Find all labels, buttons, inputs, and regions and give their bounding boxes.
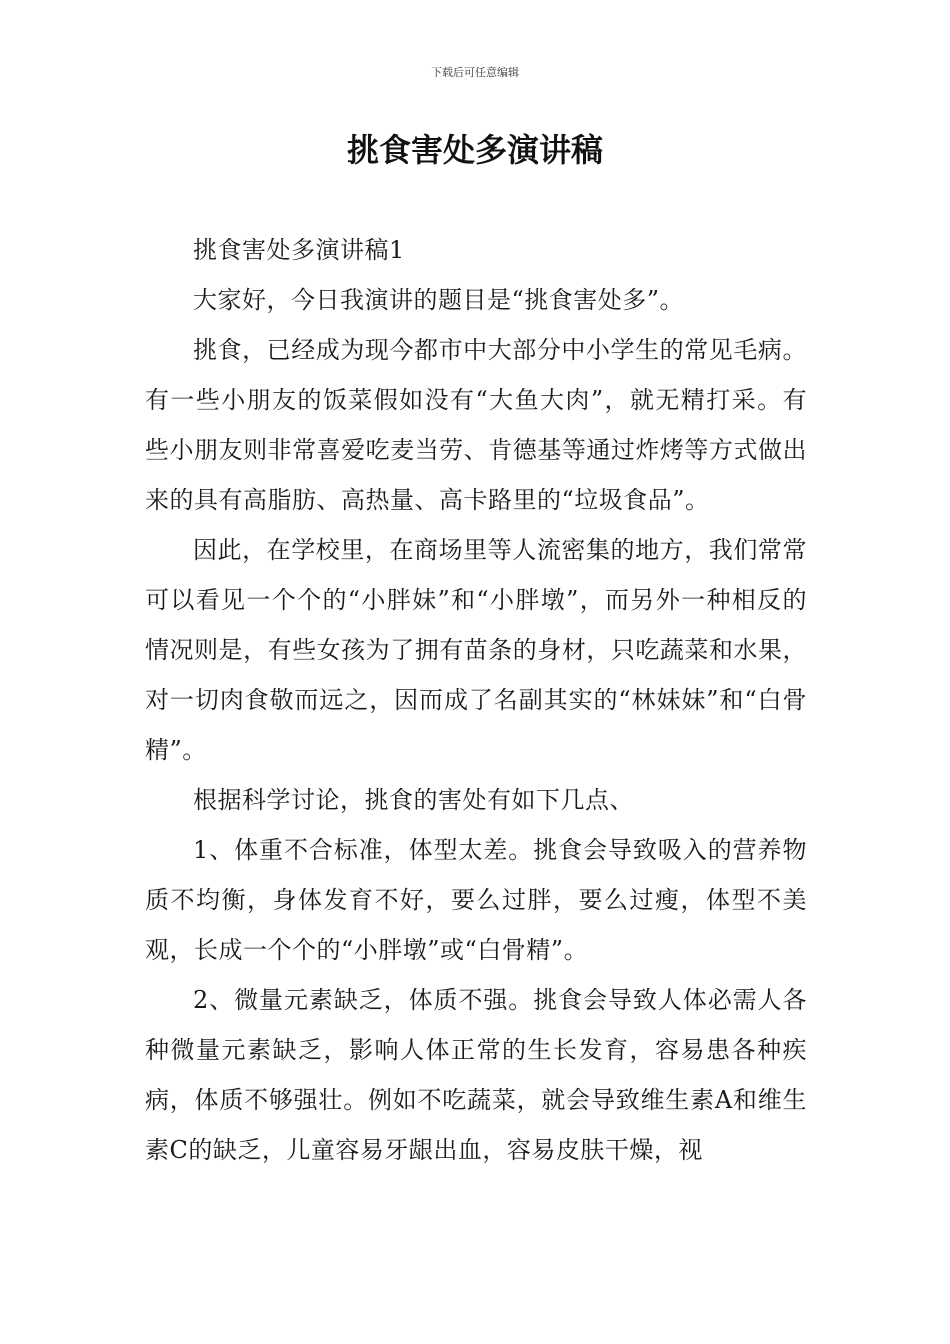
paragraph-research-intro: 根据科学讨论，挑食的害处有如下几点、 bbox=[193, 786, 634, 814]
paragraph-consequence: 因此，在学校里，在商场里等人流密集的地方，我们常常可以看见一个个的“小胖妹”和“小胖墩”，而另外一种相反的情况则是，有些女孩为了拥有苗条的身材，只吃蔬菜和水果，对一切肉食敬而远之，因而成了名副其实的“林妹妹”和“白骨精”。 bbox=[145, 536, 807, 764]
document-title: 挑食害处多演讲稿 bbox=[346, 131, 603, 169]
paragraph-point-1: 1、体重不合标准，体型太差。挑食会导致吸入的营养物质不均衡，身体发育不好，要么过胖，要么过瘦，体型不美观，长成一个个的“小胖墩”或“白骨精”。 bbox=[145, 836, 807, 964]
paragraph-subtitle: 挑食害处多演讲稿1 bbox=[193, 236, 405, 264]
paragraph-picky-eating: 挑食，已经成为现今都市中大部分中小学生的常见毛病。有一些小朋友的饭菜假如没有“大鱼大肉”，就无精打采。有些小朋友则非常喜爱吃麦当劳、肯德基等通过炸烤等方式做出来的具有高脂肪、高热量、高卡路里的“垃圾食品”。 bbox=[145, 336, 807, 514]
paragraph-point-2: 2、微量元素缺乏，体质不强。挑食会导致人体必需人各种微量元素缺乏，影响人体正常的生长发育，容易患各种疾病，体质不够强壮。例如不吃蔬菜，就会导致维生素A和维生素C的缺乏，儿童容易牙龈出血，容易皮肤干燥，视 bbox=[145, 986, 807, 1164]
paragraph-greeting: 大家好，今日我演讲的题目是“挑食害处多”。 bbox=[193, 286, 685, 314]
document-body bbox=[145, 225, 807, 1175]
header-note: 下载后可任意编辑 bbox=[431, 66, 519, 79]
